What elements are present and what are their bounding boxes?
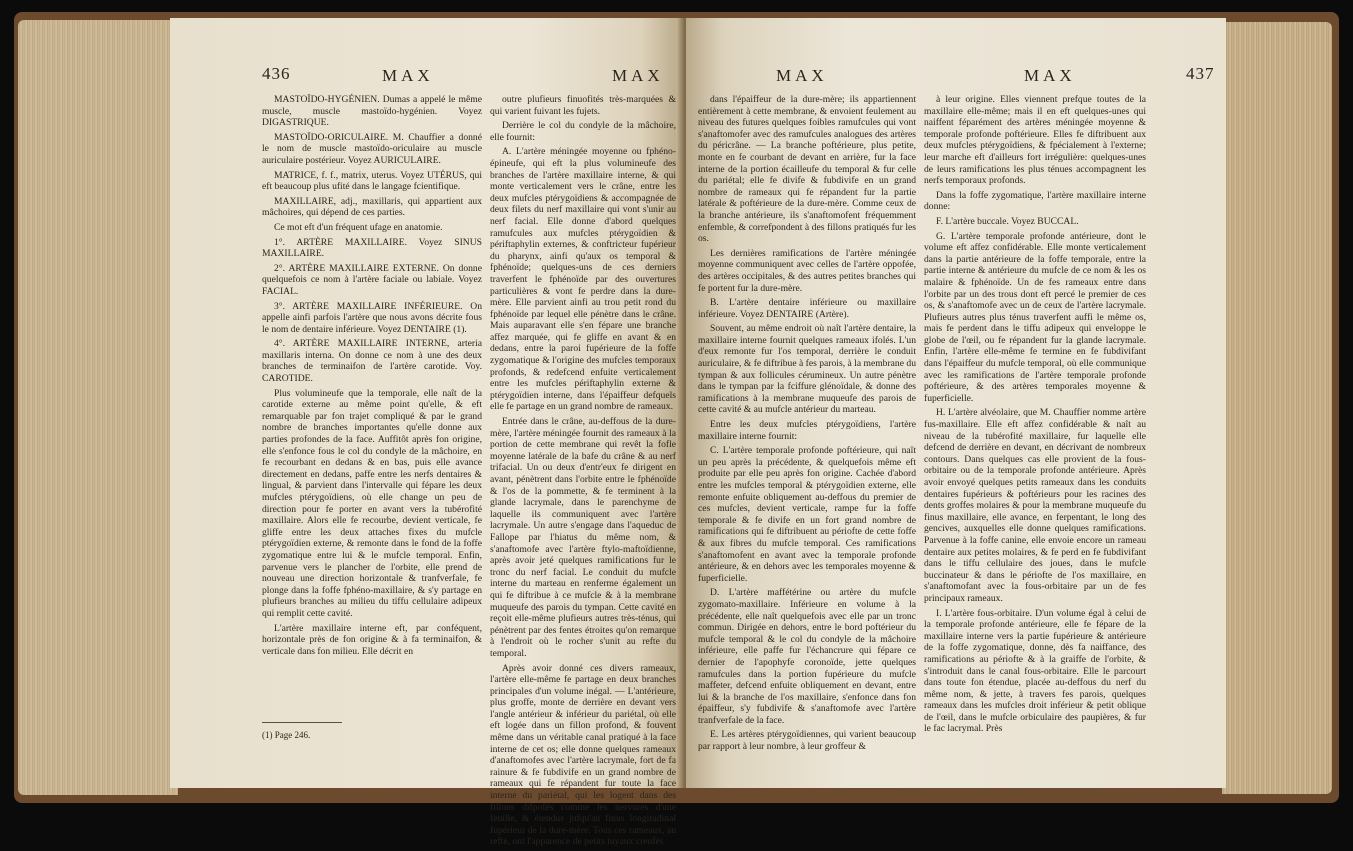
left-header-title-2: MAX [612, 66, 664, 85]
paragraph: MATRICE, f. f., matrix, uterus. Voyez UTÉRUS, qui eft beaucoup plus ufité dans le langage fcientifique. [262, 169, 482, 193]
paragraph: MAXILLAIRE, adj., maxillaris, qui appartient aux mâchoires, qui dépend de ces parties. [262, 195, 482, 219]
paragraph: MASTOÏDO-HYGÉNIEN. Dumas a appelé le même muscle, muscle mastoïdo-hygénien. Voyez DIGASTRIQUE. [262, 94, 482, 129]
left-page-header [170, 64, 682, 90]
footnote-rule [262, 722, 342, 723]
paragraph: F. L'artère buccale. Voyez BUCCAL. [936, 215, 1079, 227]
paragraph: Dans la foffe zygomatique, l'artère maxillaire interne donne: [924, 189, 1146, 213]
right-header-title-2: MAX [1024, 66, 1076, 85]
right-page [686, 18, 1226, 788]
right-page-number: 437 [1186, 64, 1215, 83]
right-page-header [686, 64, 1226, 90]
paragraph: Souvent, au même endroit où naît l'artère dentaire, la maxillaire interne fournit quelques rameaux ifolés. L'un d'eux remonte fur l'os temporal, derrière le conduit auriculaire, & fe diftribue à fes parois, à la membrane du tympan & aux follicules cérumineux. Un autre pénètre dans le tympan par la fciffure glénoïdale, & donne des ramifications à la membrane muqueufe des parois de cette cavité & au mufcle antérieur du marteau. [698, 323, 916, 416]
paragraph: B. L'artère dentaire inférieure ou maxillaire inférieure. Voyez DENTAIRE (Artère). [698, 297, 916, 320]
paragraph: Les dernières ramifications de l'artère méningée moyenne communiquent avec celles de l'artère oppofée, des artères occipitales, & des autres petites branches qui fe portent fur la dure-mère. [698, 247, 916, 294]
paragraph: MASTOÏDO-ORICULAIRE. M. Chauffier a donné le nom de muscle mastoïdo-oriculaire au muscle auriculaire postérieur. Voyez AURICULAIRE. [262, 131, 482, 166]
right-column-2 [924, 94, 1146, 738]
paragraph: dans l'épaiffeur de la dure-mère; ils appartiennent entièrement à cette membrane, & envoient feulement au niveau des futures quelques foibles ramufcules qui vont s'anaftomofer avec des ramufcules analogues des artères du péricrâne. — La branche poftérieure, plus petite, monte en fe courbant de devant en arrière, fur la face interne de la portion écailleufe du temporal & fur celle du pariétal; elle fe divife & fubdivife en un grand nombre de rameaux qui fe répandent fur la partie latérale & poftérieure de la dure-mère. Comme ceux de la branche antérieure, ils s'anaftomofent fréquemment enfemble, & correfpondent à des fillons pratiqués fur les os. [698, 94, 916, 245]
left-column-2 [490, 94, 676, 851]
left-page-number: 436 [262, 64, 291, 83]
left-column-1 [262, 94, 482, 660]
paragraph: L'artère maxillaire interne eft, par conféquent, horizontale près de fon origine & à fa terminaifon, & verticale dans fon milieu. Elle décrit en [262, 622, 482, 657]
paragraph: 4°. ARTÈRE MAXILLAIRE INTERNE, arteria maxillaris interna. On donne ce nom à une des deux branches de terminaifon de l'artère carotide. Voy. CAROTIDE. [262, 338, 482, 385]
paragraph: 1°. ARTÈRE MAXILLAIRE. Voyez SINUS MAXILLAIRE. [262, 236, 482, 260]
paragraph: G. L'artère temporale profonde antérieure, dont le volume eft affez confidérable. Elle monte verticalement dans la partie antérieure de la foffe temporale, entre la partie interne & antérieure du mufcle de ce nom & les os malaire & fphénoïde. Un de fes rameaux entre dans l'orbite par un des trous dont eft percé le premier de ces os, & s'anaftomofe avec un de ceux de l'artère lacrymale. Plufieurs autres plus ténus traverfent auffi le même os, mais fe perdent dans le tiffu adipeux qui enveloppe le globe de l'œil, ou fe répandent fur la glande lacrymale. Enfin, l'artère elle-même fe termine en fe fubdivifant dans l'épaiffeur du mufcle temporal, où elle communique avec les ramifications de l'artère temporale profonde poftérieure, & des artères temporales moyenne & fuperficielle. [924, 230, 1146, 404]
paragraph: 3°. ARTÈRE MAXILLAIRE INFÉRIEURE. On appelle ainfi parfois l'artère que nous avons décrite fous le nom de dentaire inférieure. Voyez DENTAIRE (1). [262, 300, 482, 335]
left-page [170, 18, 682, 848]
paragraph: Plus volumineufe que la temporale, elle naît de la carotide externe au même point qu'elle, & eft remarquable par fon trajet compliqué & par le grand nombre de branches importantes qu'elle donne aux parties profondes de la face. Auffitôt après fon origine, elle s'enfonce fous le col du condyle de la mâchoire, en fe recourbant en dedans & en bas, puis elle avance directement en dedans, paffe entre les nerfs dentaires & lingual, & parvient dans l'intervalle qui fépare les deux mufcles ptérygoïdiens, où elle change un peu de direction pour fe porter en avant vers la tubérofité maxillaire. Alors elle fe recourbe, devient verticale, fe gliffe entre les deux attaches fixes du mufcle ptérygoïdien externe, & remonte dans le fond de la foffe zygomatique entre lui & le mufcle temporal. Enfin, parvenue vers le plancher de l'orbite, elle prend de nouveau une direction horizontale & tranfverfale, fe plonge dans la foffe fphéno-maxillaire, & s'y partage en plufieurs branches au milieu du tiffu cellulaire adipeux qui remplit cette cavité. [262, 387, 482, 619]
paragraph: Entrée dans le crâne, au-deffous de la dure-mère, l'artère méningée fournit des rameaux à la portion de cette membrane qui revêt la fofle moyenne latérale de la bafe du crâne & au nerf trifacial. Un ou deux d'entr'eux fe dirigent en avant, pénètrent dans l'orbite entre le fphénoïde & l'os de la pommette, & fe terminent à la glande lacrymale, dans le parenchyme de laquelle ils communiquent avec l'artère lacrymale. Un autre s'engage dans l'aqueduc de Fallope par l'hiatus du même nom, & s'anaftomofe avec l'artère ftylo-maftoïdienne, après avoir jeté quelques ramifications fur le tronc du nerf facial. Le conduit du mufcle interne du marteau en renferme également un qui fe diftribue à ce mufcle & à la membrane muqueufe des parois du tympan. Cette cavité en reçoit elle-même plufieurs autres très-ténus, qui pénètrent par des fentes étroites qu'on remarque à l'endroit où le rocher s'unit au refte du temporal. [490, 416, 676, 659]
right-column-1 [698, 94, 916, 756]
paragraph: D. L'artère maffétérine ou artère du mufcle zygomato-maxillaire. Inférieure en volume à la précédente, elle naît quelquefois avec elle par un tronc commun. Dirigée en dehors, entre le bord poftérieur du mufcle temporal & le col du condyle de la mâchoire inférieure, elle paffe fur l'échancrure qui fépare ce dernier de l'apophyfe coronoïde, jette quelques ramufcules dans la portion fupérieure du mufcle maffeter, defcend enfuite obliquement en devant, entre lui & la branche de l'os maxillaire, s'enfonce dans fon épaiffeur, s'y fubdivife & s'anaftomofe avec l'artère tranfverfale de la face. [698, 587, 916, 726]
paragraph: A. L'artère méningée moyenne ou fphéno-épineufe, qui eft la plus volumineufe des branches de l'artère maxillaire interne, & qui monte verticalement vers le crâne, entre les deux mufcles ptérygoïdiens & accompagnée de deux filets du nerf maxillaire qui vont s'unir au nerf facial. Elle donne d'abord quelques ramufcules aux mufcles ptérygoïdien & périftaphylin externes, & conftricteur fupérieur du pharynx, ainfi qu'aux os temporal & fphénoïde; quelques-uns de ces derniers traverfent le fphénoïde par des ouvertures particulières & vont fe perdre dans la dure-mère. Elle parvient ainfi au trou petit rond du fphénoïde par lequel elle pénètre dans le crâne. Mais auparavant elle s'en fépare une branche affez marquée, qui fe gliffe en avant & en dedans, entre la paroi fupérieure de la foffe zygomatique & l'origine des mufcles temporaux profonds, & redefcend enfuite verticalement entre les mufcles périftaphylin externe & ptérygoïdien interne, dans l'épaiffeur defquels elle fe partage en un grand nombre de rameaux. [490, 146, 676, 413]
paragraph: 2°. ARTÈRE MAXILLAIRE EXTERNE. On donne quelquefois ce nom à l'artère faciale ou labiale. Voyez FACIAL. [262, 262, 482, 297]
book-edge-left [18, 20, 178, 795]
paragraph: Ce mot eft d'un fréquent ufage en anatomie. [274, 221, 443, 233]
paragraph: à leur origine. Elles viennent prefque toutes de la maxillaire elle-même; mais il en eft quelques-unes qui naiffent féparément des artères méningée moyenne & temporale profonde poftérieure. Elles fe diftribuent aux deux mufcles ptérygoïdiens, & fpécialement à l'externe; leur marche eft d'ailleurs fort irrégulière: quelques-unes de leurs ramifications les plus ténues accompagnent les nerfs temporaux profonds. [924, 94, 1146, 187]
paragraph: Derrière le col du condyle de la mâchoire, elle fournit: [490, 120, 676, 143]
paragraph: Après avoir donné ces divers rameaux, l'artère elle-même fe partage en deux branches principales d'un volume inégal. — L'antérieure, plus groffe, monte de derrière en devant vers l'angle antérieur & inférieur du pariétal, où elle eft logée dans un fillon profond, & fouvent même dans un véritable canal pratiqué à la face interne de cet os; elle donne quelques rameaux d'anaftomofes avec l'artère lacrymale, fort de fa rainure & fe fubdivife en un grand nombre de rameaux qui fe répandent fur toute la face interne du pariétal, qui les logent dans des fillons difpofés comme les nervures d'une feuille, & étendus jufqu'au finus longitudinal fupérieur de la dure-mère. Tous ces rameaux, au refte, ont l'apparence de petits tuyaux creufés [490, 662, 676, 848]
paragraph: outre plufieurs finuofités très-marquées & qui varient fuivant les fujets. [490, 94, 676, 117]
book-edge-right [1222, 22, 1332, 794]
paragraph: Entre les deux mufcles ptérygoïdiens, l'artère maxillaire interne fournit: [698, 419, 916, 442]
paragraph: E. Les artères ptérygoïdiennes, qui varient beaucoup par rapport à leur nombre, à leur groffeur & [698, 729, 916, 753]
paragraph: C. L'artère temporale profonde poftérieure, qui naît un peu après la précédente, & quelquefois même eft produite par elle peu après fon origine. Cachée d'abord entre les mufcles temporal & ptérygoïdien externe, elle remonte enfuite obliquement au-deffous du premier de ces mufcles, devient verticale, rampe fur la foffe temporale & fe divife en un fort grand nombre de ramifications qui fe diftribuent au périofte de cette foffe & aux fibres du mufcle temporal. Ces ramifications s'anaftomofent en avant avec la temporale profonde antérieure, & en dehors avec les temporales moyenne & fuperficielle. [698, 445, 916, 584]
paragraph: I. L'artère fous-orbitaire. D'un volume égal à celui de la temporale profonde antérieure, elle fe fépare de la maxillaire interne vers la partie fupérieure & antérieure de la foffe zygomatique, donne, dès fa naiffance, des ramifications au périofte & à la graiffe de l'orbite, & s'introduit dans le canal fous-orbitaire. Elle le parcourt dans toute fon étendue, placée au-deffous du nerf du même nom, & jette, à travers fes parois, quelques rameaux dans les mufcles droit inférieur & petit oblique de l'œil, dans le mufcle orbiculaire des paupières, & fur le fac lacrymal. Près [924, 607, 1146, 735]
footnote: (1) Page 246. [262, 730, 311, 740]
paragraph: H. L'artère alvéolaire, que M. Chauffier nomme artère fus-maxillaire. Elle eft affez confidérable & naît au niveau de la tubérofité maxillaire, fur laquelle elle defcend de derrière en devant, en décrivant de nombreux contours. Dans quelques cas elle provient de la fous-orbitaire ou de la temporale profonde antérieure. Après avoir envoyé quelques petits rameaux dans les conduits dentaires fupérieurs & poftérieurs pour les racines des dents groffes molaires & pour la membrane muqueufe du finus maxillaire, elle avance, en ferpentant, le long des gencives, auxquelles elle donne quelques ramifications. Parvenue à la foffe canine, elle envoie encore un rameau dentaire aux petites molaires, & fe perd en fe fubdivifant dans le tiffu cellulaire des joues, dans le mufcle buccinateur & dans le périofte de l'os maxillaire, en s'anaftomofant avec la fous-orbitaire par un de fes principaux rameaux. [924, 407, 1146, 604]
right-header-title-1: MAX [776, 66, 828, 85]
left-header-title-1: MAX [382, 66, 434, 85]
